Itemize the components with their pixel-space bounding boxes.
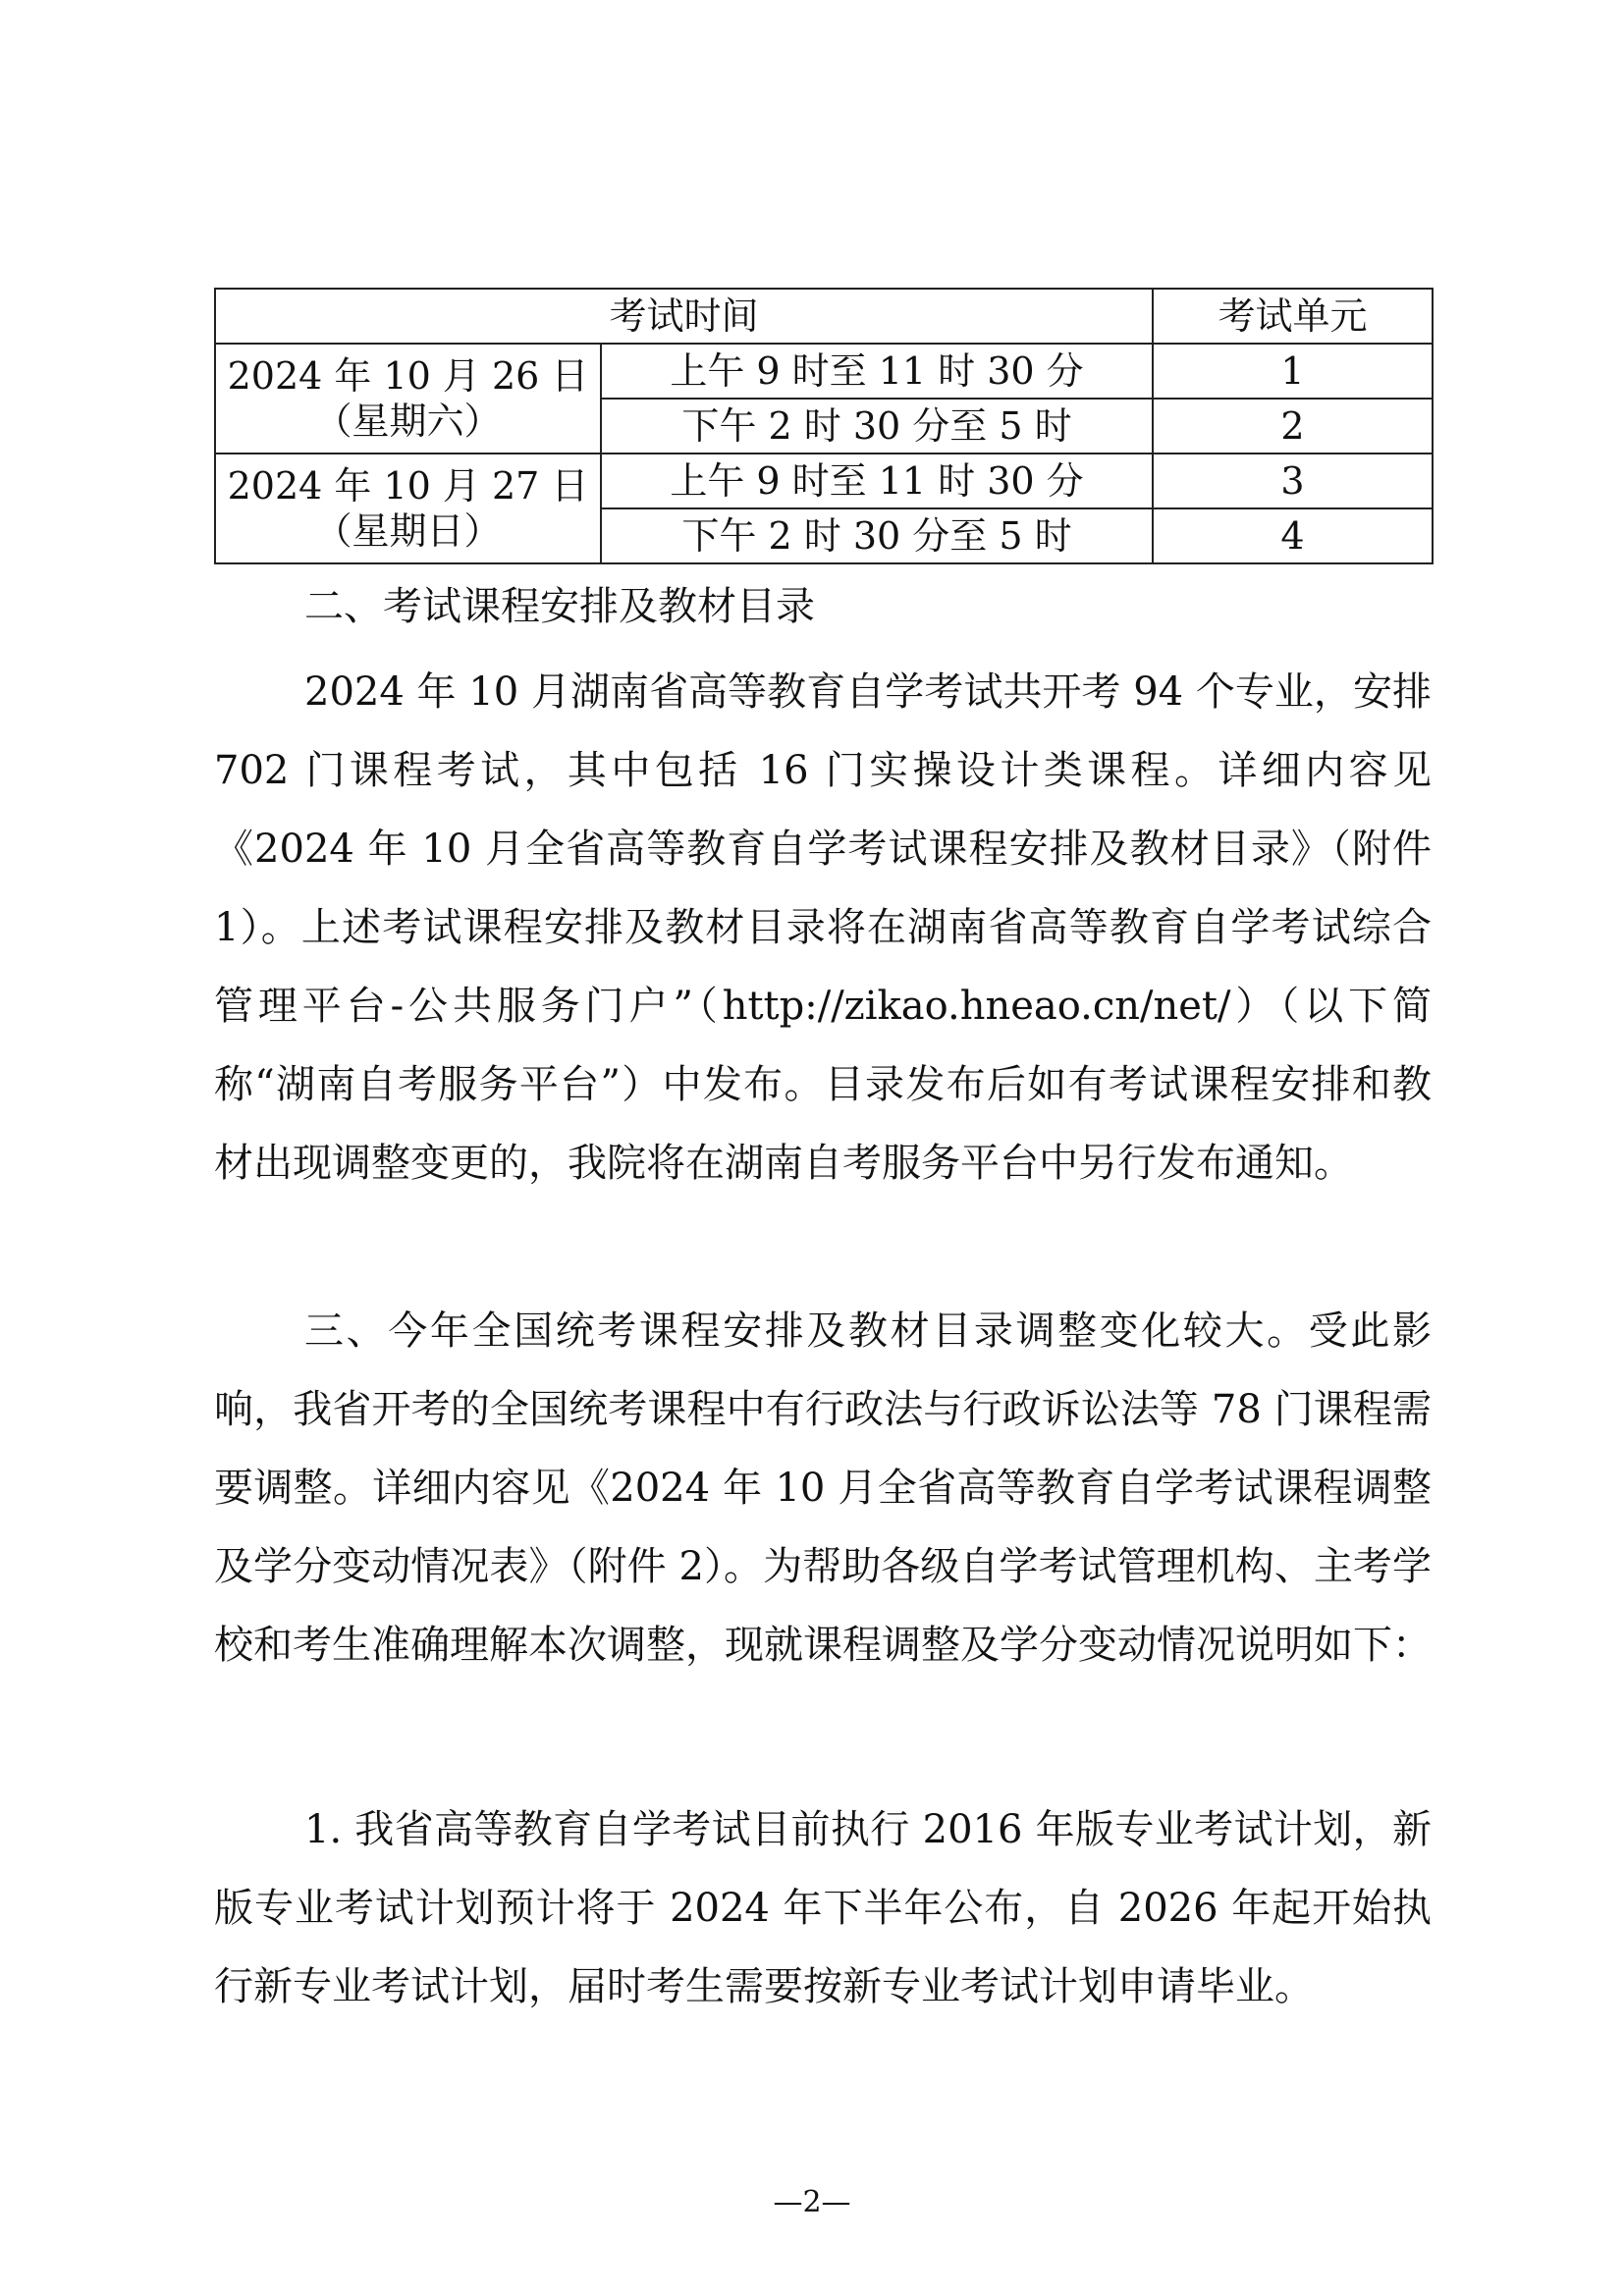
table-header-row <box>215 289 1433 344</box>
session-time: 下午 2 时 30 分至 5 时 <box>601 508 1153 563</box>
exam-date: 2024 年 10 月 26 日 <box>227 354 589 398</box>
header-exam-time: 考试时间 <box>215 289 1153 344</box>
section-3-paragraph: 三、今年全国统考课程安排及教材目录调整变化较大。受此影响，我省开考的全国统考课程中有行政法与行政诉讼法等 78 门课程需要调整。详细内容见《2024 年 10 月全省高等教育自学考试课程调整及学分变动情况表》（附件 2）。为帮助各级自学考试管理机构、主考学校和考生准确理解本次调整，现就课程调整及学分变动情况说明如下： <box>214 1308 1432 1668</box>
session-time: 下午 2 时 30 分至 5 时 <box>601 399 1153 454</box>
day-cell <box>215 454 601 563</box>
session-time: 上午 9 时至 11 时 30 分 <box>601 344 1153 399</box>
page-number: —2— <box>773 2185 851 2219</box>
item-1-paragraph: 1. 我省高等教育自学考试目前执行 2016 年版专业考试计划，新版专业考试计划预计将于 2024 年下半年公布，自 2026 年起开始执行新专业考试计划，届时考生需要按新专业考试计划申请毕业。 <box>214 1807 1432 2009</box>
session-time: 上午 9 时至 11 时 30 分 <box>601 454 1153 508</box>
exam-date: 2024 年 10 月 27 日 <box>227 464 589 507</box>
section-2-heading: 二、考试课程安排及教材目录 <box>304 584 815 629</box>
day-cell <box>215 344 601 454</box>
session-unit: 3 <box>1153 454 1433 508</box>
session-unit: 4 <box>1153 508 1433 563</box>
exam-schedule-table <box>214 288 1434 564</box>
header-exam-unit: 考试单元 <box>1153 289 1433 344</box>
section-2-paragraph: 2024 年 10 月湖南省高等教育自学考试共开考 94 个专业，安排 702 门课程考试，其中包括 16 门实操设计类课程。详细内容见《2024 年 10 月全省高等教育自学考试课程安排及教材目录》（附件 1）。上述考试课程安排及教材目录将在湖南省高等教育自学考试综合管理平台-公共服务门户”（http://zikao.hneao.cn/net/）（以下简称“湖南自考服务平台”）中发布。目录发布后如有考试课程安排和教材出现调整变更的，我院将在湖南自考服务平台中另行发布通知。 <box>214 669 1432 1186</box>
session-unit: 1 <box>1153 344 1433 399</box>
session-unit: 2 <box>1153 399 1433 454</box>
table-row <box>215 454 1433 508</box>
exam-weekday: （星期日） <box>314 509 502 553</box>
exam-weekday: （星期六） <box>314 400 502 443</box>
table-row <box>215 344 1433 399</box>
